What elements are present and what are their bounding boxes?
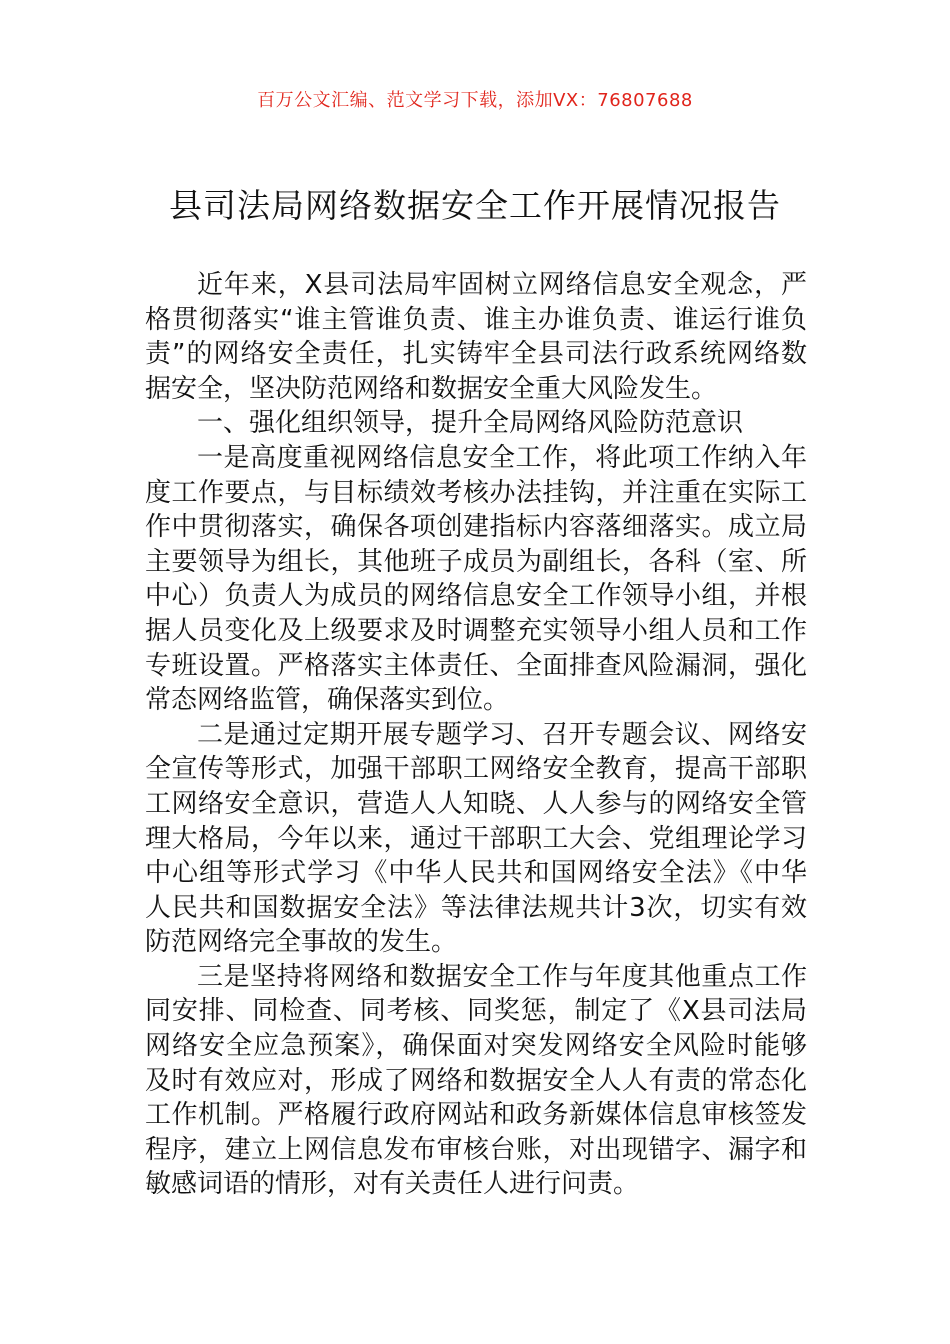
section-heading-1: 一、强化组织领导，提升全局网络风险防范意识 — [197, 408, 744, 439]
paragraph-point-1: 一是高度重视网络信息安全工作，将此项工作纳入年度工作要点，与目标绩效考核办法挂钩，并注重在实际工作中贯彻落实，确保各项创建指标内容落细落实。成立局主要领导为组长，其他班子成员为副组长，各科（室、所中心）负责人为成员的网络信息安全工作领导小组，并根据人员变化及上级要求及时调整充实领导小组人员和工作专班设置。严格落实主体责任、全面排查风险漏洞，强化常态网络监管，确保落实到位。 — [145, 442, 807, 716]
watermark-text: 百万公文汇编、范文学习下载，添加VX：76807688 — [257, 90, 693, 111]
paragraph-intro: 近年来，X县司法局牢固树立网络信息安全观念，严格贯彻落实“谁主管谁负责、谁主办谁负责、谁运行谁负责”的网络安全责任，扎实铸牢全县司法行政系统网络数据安全，坚决防范网络和数据安全重大风险发生。 — [145, 270, 807, 404]
document-title: 县司法局网络数据安全工作开展情况报告 — [169, 186, 781, 225]
document-body — [145, 268, 807, 1202]
paragraph-point-2: 二是通过定期开展专题学习、召开专题会议、网络安全宣传等形式，加强干部职工网络安全教育，提高干部职工网络安全意识，营造人人知晓、人人参与的网络安全管理大格局，今年以来，通过干部职工大会、党组理论学习中心组等形式学习《中华人民共和国网络安全法》《中华人民共和国数据安全法》等法律法规共计3次，切实有效防范网络完全事故的发生。 — [145, 719, 807, 958]
paragraph-point-3: 三是坚持将网络和数据安全工作与年度其他重点工作同安排、同检查、同考核、同奖惩，制定了《X县司法局网络安全应急预案》，确保面对突发网络安全风险时能够及时有效应对，形成了网络和数据安全人人有责的常态化工作机制。严格履行政府网站和政务新媒体信息审核签发程序，建立上网信息发布审核台账，对出现错字、漏字和敏感词语的情形，对有关责任人进行问责。 — [145, 961, 807, 1200]
